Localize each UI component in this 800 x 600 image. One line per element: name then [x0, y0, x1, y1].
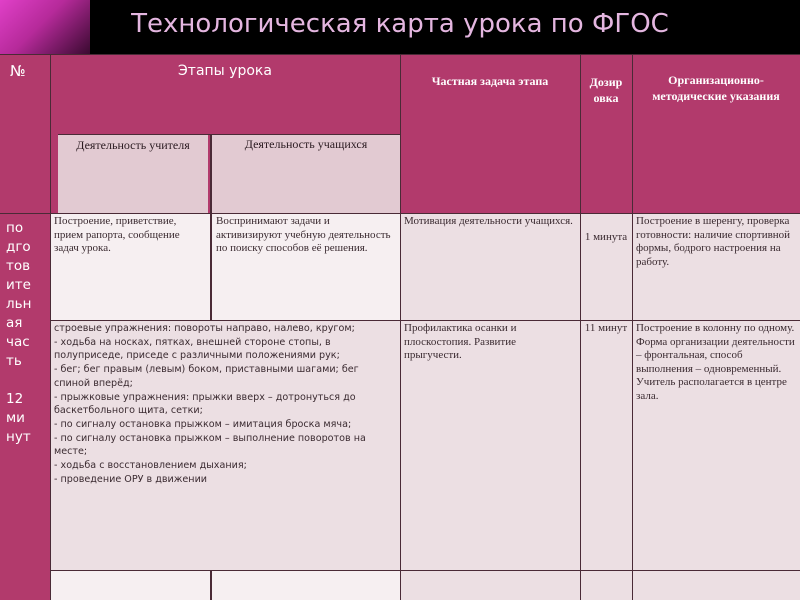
header-students [212, 134, 400, 213]
row1-teacher [50, 213, 210, 320]
grid-line [632, 54, 633, 600]
exercise-item: - по сигналу остановка прыжком – имитация броска мяча; [54, 418, 352, 430]
stage-label-line: по [6, 220, 24, 236]
grid-line [210, 134, 212, 320]
grid-line [400, 54, 401, 600]
stage-label-line: льн [6, 296, 32, 312]
row1-students [212, 213, 400, 320]
header-task [400, 54, 580, 213]
grid-line [580, 54, 581, 600]
header-stages [50, 54, 400, 134]
stage-label-line: ми [6, 410, 25, 426]
grid-line [0, 54, 800, 55]
grid-line [50, 54, 51, 600]
row1-teacher-text: Построение, приветствие, прием рапорта, сообщение задач урока. [54, 215, 180, 254]
row2-dosage-text: 11 минут [584, 322, 628, 334]
grid-line [50, 320, 800, 321]
title-bar [0, 0, 800, 54]
exercise-item: - бег; бег правым (левым) боком, приставными шагами; бег спиной вперёд; [54, 364, 359, 389]
exercise-item: - прыжковые упражнения: прыжки вверх – дотронуться до баскетбольного щита, сетки; [54, 391, 356, 417]
row2-methods [632, 320, 800, 570]
stage-label-line: 12 [6, 391, 24, 407]
row3-empty-4 [580, 570, 632, 600]
stage-label-line: ите [6, 277, 31, 293]
stage-label-line: нут [6, 429, 31, 445]
header-task-label: Частная задача этапа [431, 74, 549, 88]
row3-empty-2 [212, 570, 400, 600]
exercise-item: - по сигналу остановка прыжком – выполнение поворотов на месте; [54, 432, 366, 458]
grid-line [210, 570, 212, 600]
stage-label-line: дго [6, 239, 31, 255]
row2-task [400, 320, 580, 570]
row1-task-text: Мотивация деятельности учащихся. [404, 215, 573, 227]
header-teacher-label: Деятельность учителя [76, 138, 190, 152]
header-num [0, 54, 50, 213]
stage-label-line: час [6, 334, 30, 350]
row2-methods-text: Построение в колонну по одному. Форма организации деятельности – фронтальная, способ выполнения – одновременный. Учитель располагается в центре зала. [636, 322, 795, 402]
header-students-label: Деятельность учащихся [244, 137, 368, 151]
row2-dosage [580, 320, 632, 570]
page-title: Технологическая карта урока по ФГОС [131, 9, 669, 39]
row3-empty-3 [400, 570, 580, 600]
row3-empty-1 [50, 570, 210, 600]
row2-task-text: Профилактика осанки и плоскостопия. Развитие прыгучести. [404, 322, 517, 361]
stage-label-line [6, 371, 44, 390]
row1-task [400, 213, 580, 320]
stage-label-line: ая [6, 315, 23, 331]
row1-dosage [580, 213, 632, 320]
grid-line [58, 134, 400, 135]
header-teacher [58, 134, 208, 213]
header-methods [632, 54, 800, 213]
exercise-item: - ходьба на носках, пятках, внешней стороне стопы, в полуприседе, приседе с различными положениями рук; [54, 336, 340, 362]
row1-methods-text: Построение в шеренгу, проверка готовности: наличие спортивной формы, бодрого настроения на работу. [636, 215, 791, 268]
stage-label-line: тов [6, 258, 31, 274]
stage-label [0, 213, 50, 600]
grid-line [0, 213, 800, 214]
row3-empty-5 [632, 570, 800, 600]
header-dosage-label: Дозир овка [589, 75, 623, 105]
header-stages-label: Этапы урока [178, 63, 272, 79]
row1-dosage-text: 1 минута [584, 231, 628, 243]
row1-students-text: Воспринимают задачи и активизируют учебную деятельность по поиску способов её решения. [216, 215, 391, 254]
stage-label-line: ть [6, 353, 22, 369]
exercise-item: - ходьба с восстановлением дыхания; [54, 460, 247, 472]
exercise-item: строевые упражнения: повороты направо, налево, кругом; [54, 323, 355, 334]
row1-methods [632, 213, 800, 320]
exercise-item: - проведение ОРУ в движении [54, 473, 208, 485]
header-methods-label: Организационно-методические указания [652, 73, 780, 103]
grid-line [50, 570, 800, 571]
row2-exercises [50, 320, 400, 570]
header-num-label: № [10, 62, 26, 80]
header-dosage [580, 54, 632, 213]
